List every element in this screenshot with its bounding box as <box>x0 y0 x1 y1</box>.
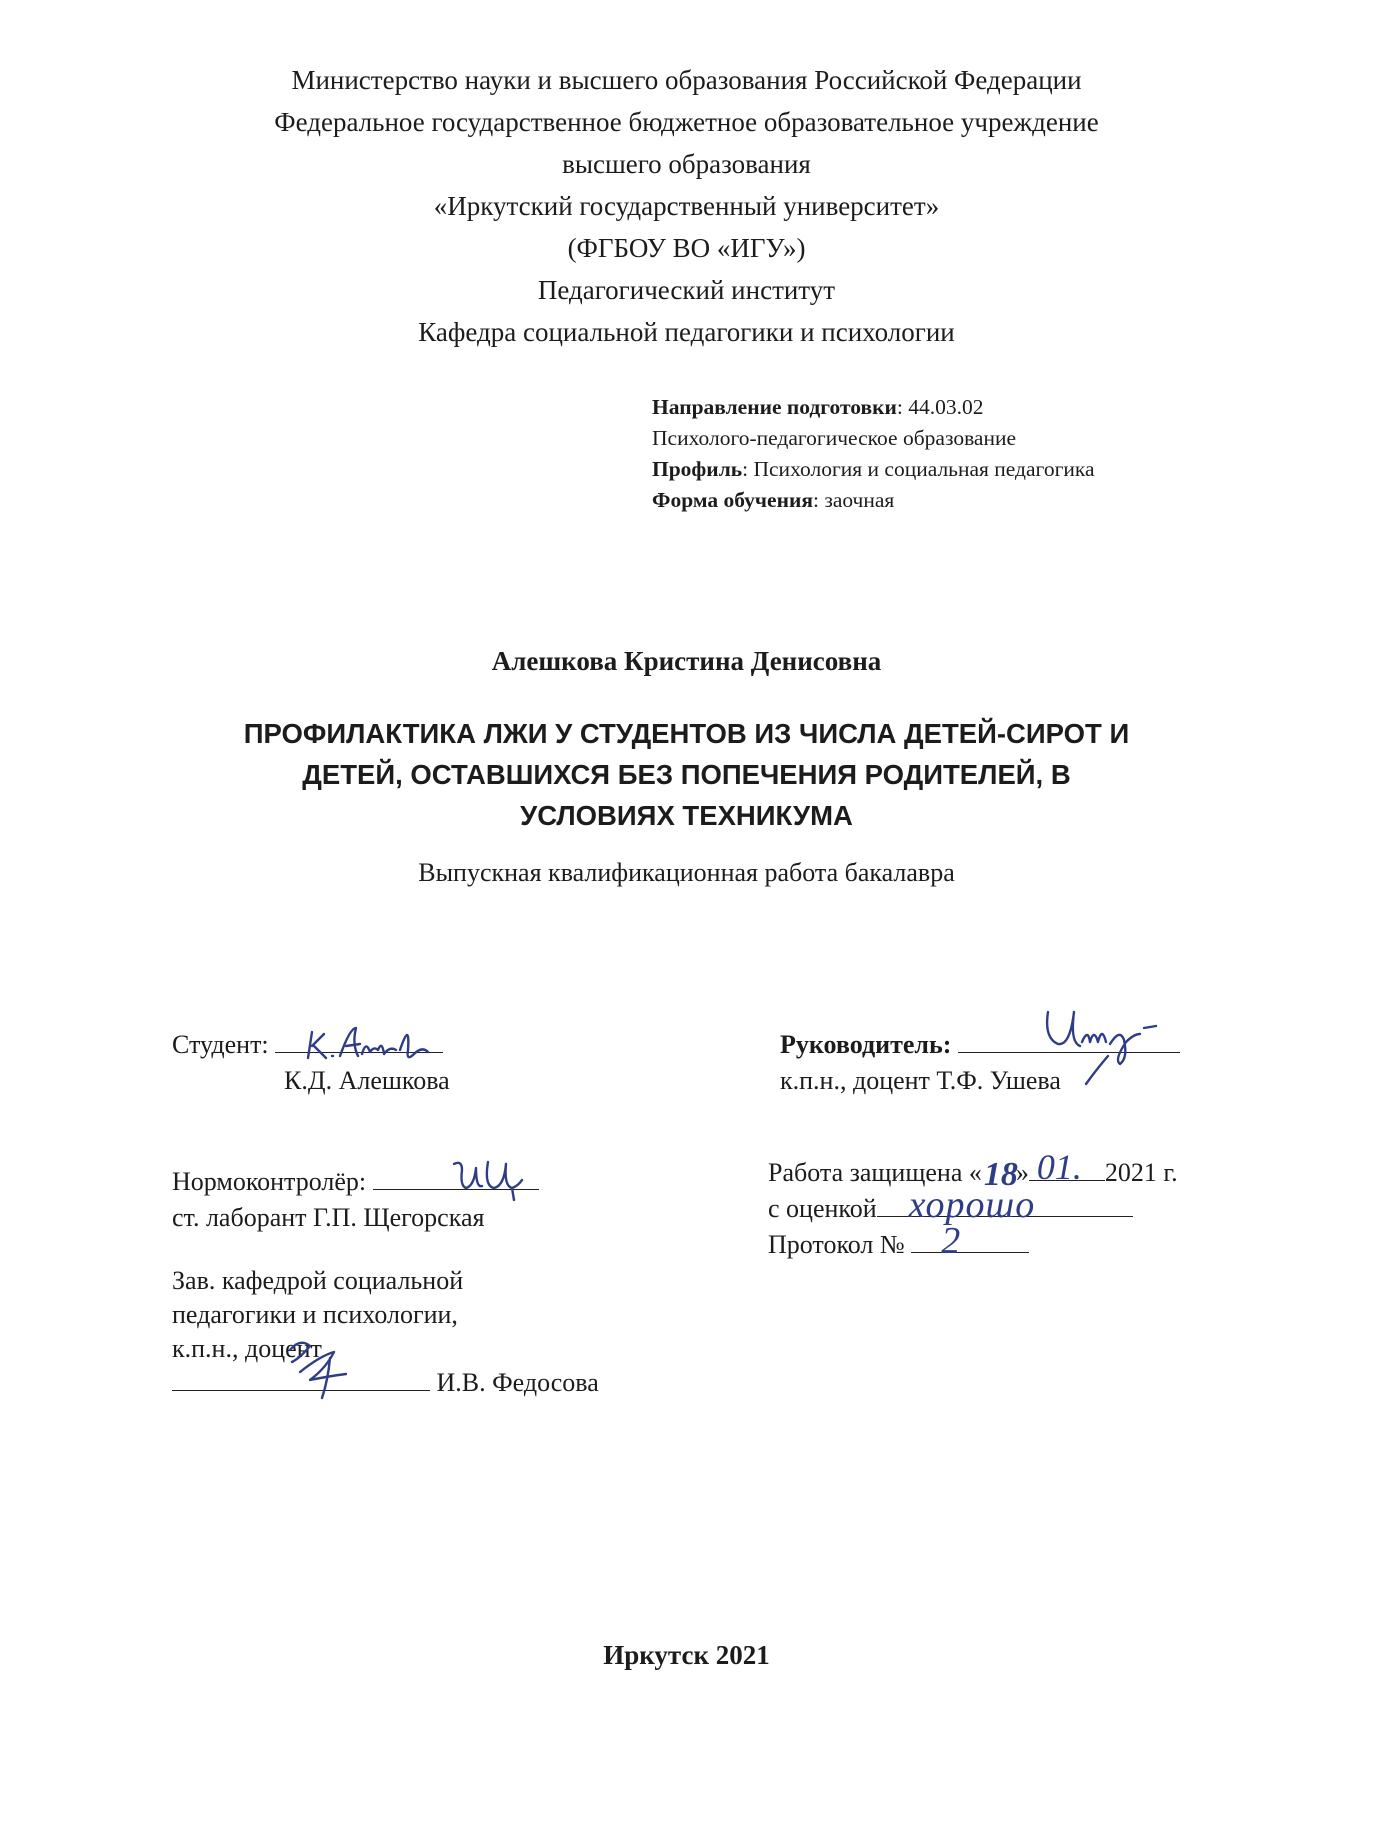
normcontrol-name: ст. лаборант Г.П. Щегорская <box>172 1203 485 1232</box>
program-info <box>652 392 1095 516</box>
thesis-type: Выпускная квалификационная работа бакалавра <box>418 858 955 887</box>
direction-label: Направление подготовки <box>652 395 897 419</box>
supervisor-label: Руководитель: <box>780 1030 952 1059</box>
thesis-title-line-1: ПРОФИЛАКТИКА ЛЖИ У СТУДЕНТОВ ИЗ ЧИСЛА ДЕТЕЙ-СИРОТ И <box>243 718 1130 749</box>
education-level-line: высшего образования <box>562 149 811 179</box>
city-year: Иркутск 2021 <box>603 1640 770 1670</box>
direction-value: : 44.03.02 <box>896 395 984 419</box>
defense-year: 2021 г. <box>1104 1158 1178 1187</box>
university-abbr-line: (ФГБОУ ВО «ИГУ») <box>567 233 806 263</box>
profile-value: : Психология и социальная педагогика <box>742 457 1095 481</box>
supervisor-signature-tail <box>1080 1050 1120 1090</box>
direction-name: Психолого-педагогическое образование <box>652 426 1017 450</box>
defense-protocol-field <box>911 1220 1029 1262</box>
defense-day: 18 <box>983 1156 1018 1193</box>
thesis-title-line-3: УСЛОВИЯХ ТЕХНИКУМА <box>520 800 853 831</box>
head-signature <box>270 1328 370 1408</box>
defense-grade: хорошо <box>908 1184 1036 1226</box>
department-line: Кафедра социальной педагогики и психологии <box>418 317 955 347</box>
university-name-line: «Иркутский государственный университет» <box>433 191 940 221</box>
head-line-3: к.п.н., доцент <box>172 1334 322 1363</box>
head-line-1: Зав. кафедрой социальной <box>172 1266 464 1295</box>
defense-protocol-label: Протокол № <box>768 1230 905 1259</box>
author-name: Алешкова Кристина Денисовна <box>491 646 882 676</box>
form-label: Форма обучения <box>652 488 813 512</box>
student-label: Студент: <box>172 1030 269 1059</box>
defense-protocol-number: 2 <box>941 1220 961 1262</box>
ministry-line: Министерство науки и высшего образования Российской Федерации <box>291 65 1082 95</box>
defense-month-field <box>1029 1147 1105 1187</box>
thesis-title-line-2: ДЕТЕЙ, ОСТАВШИХСЯ БЕЗ ПОПЕЧЕНИЯ РОДИТЕЛЕЙ, В <box>302 759 1071 790</box>
defense-grade-label: с оценкой <box>768 1194 877 1223</box>
defense-protected-label: Работа защищена « <box>768 1158 982 1187</box>
normcontrol-label: Нормоконтролёр: <box>172 1167 367 1196</box>
head-name: И.В. Федосова <box>436 1368 599 1397</box>
head-signature-line <box>172 1366 599 1400</box>
student-signature <box>300 1010 470 1070</box>
institute-line: Педагогический институт <box>537 275 836 305</box>
defense-grade-field <box>877 1184 1133 1226</box>
profile-line <box>652 454 1095 485</box>
head-title <box>172 1264 599 1400</box>
defense-protocol-line <box>768 1220 1029 1262</box>
institution-type-line: Федеральное государственное бюджетное образовательное учреждение <box>274 107 1099 137</box>
supervisor-name: к.п.н., доцент Т.Ф. Ушева <box>780 1066 1061 1095</box>
direction-line <box>652 392 1095 423</box>
form-value: : заочная <box>812 488 895 512</box>
form-line <box>652 485 1095 516</box>
head-line-2: педагогики и психологии, <box>172 1300 458 1329</box>
profile-label: Профиль <box>652 457 743 481</box>
defense-month: 01. <box>1036 1147 1082 1187</box>
normcontrol-signature <box>448 1150 548 1205</box>
defense-quote-close: » <box>1015 1158 1029 1187</box>
student-name: К.Д. Алешкова <box>284 1066 450 1095</box>
